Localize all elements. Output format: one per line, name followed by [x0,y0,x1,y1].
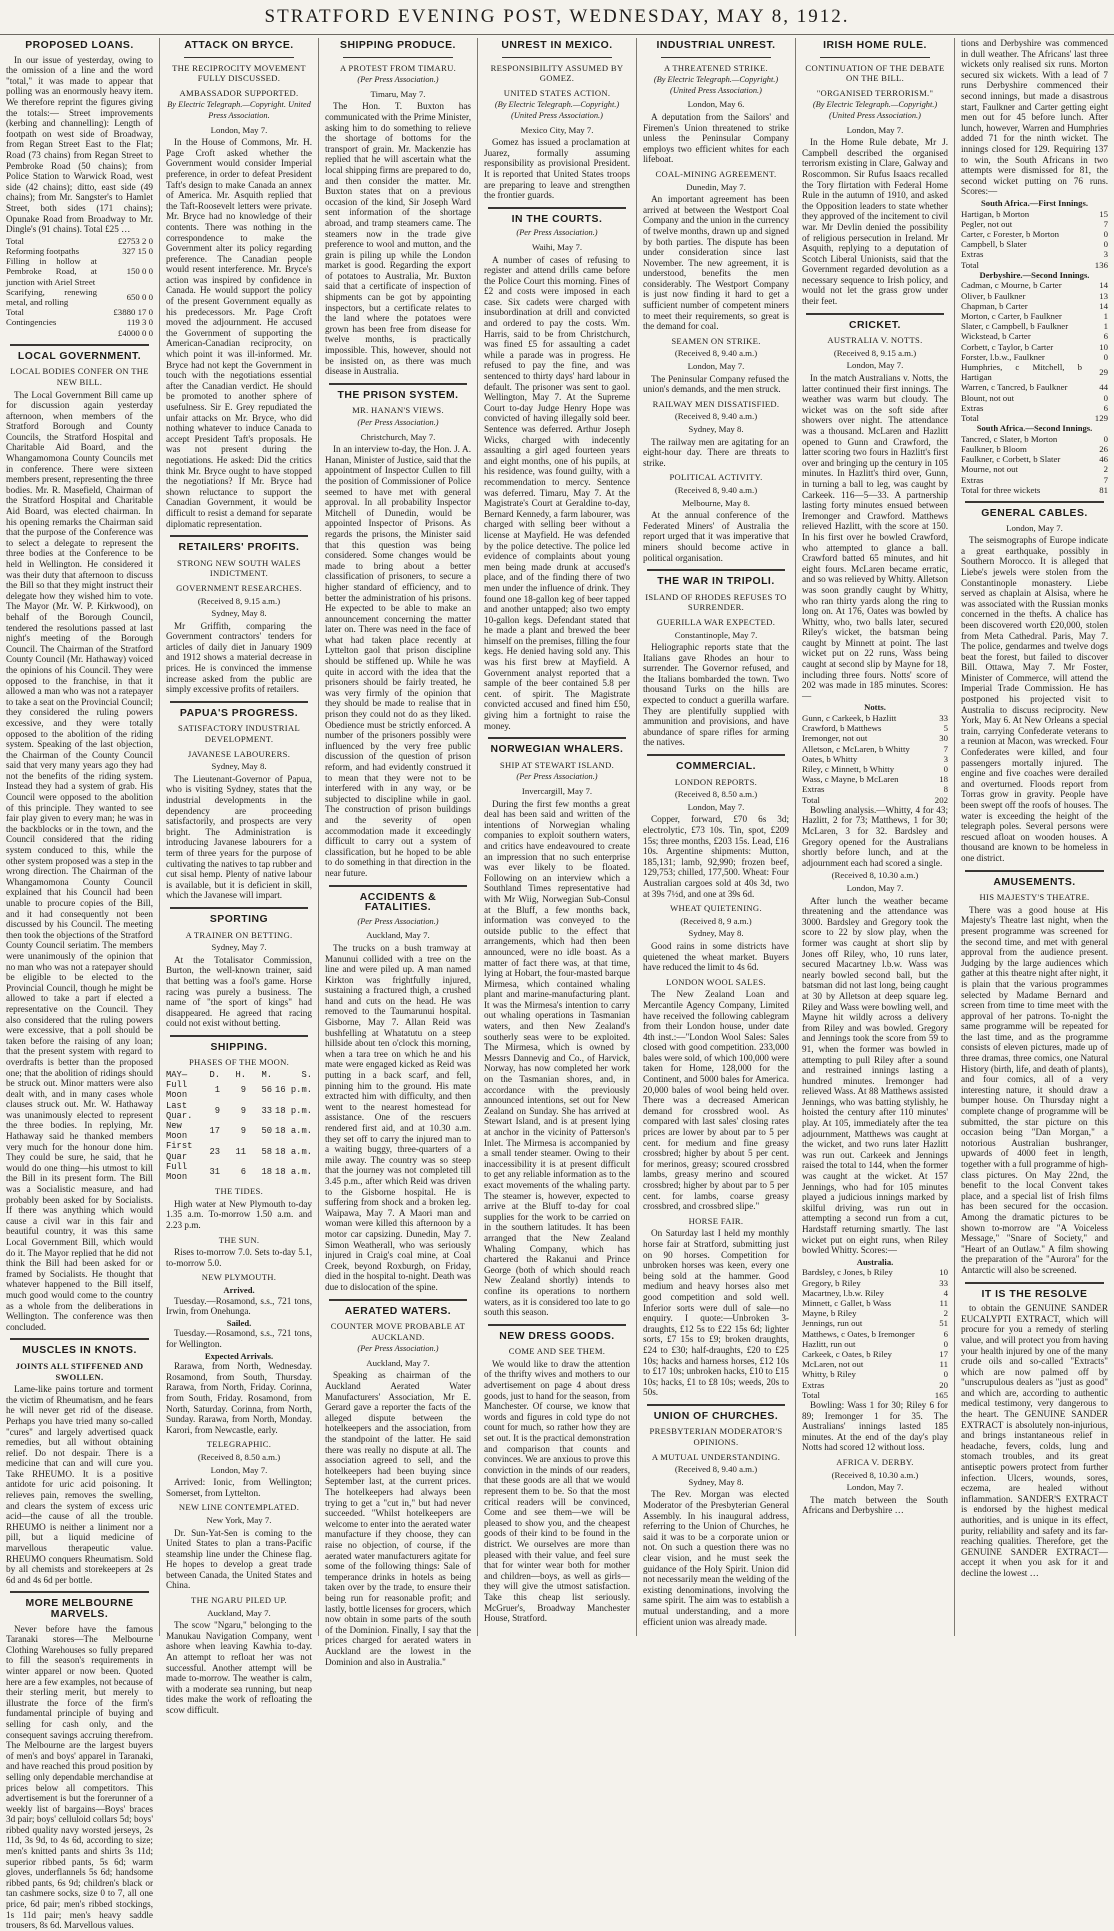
table-row: Total 165 [802,1389,948,1400]
table-row: Slater, c Campbell, b Faulkner 1 [961,321,1108,332]
article-text: In the Home Rule debate, Mr J. Campbell described the organised terrorism existing in Clare, Galway and Roscommon. Sir Rufus Isaacs recalled the Tory flirtation with Federal Home Rule in the autumn of 1910, and asked the Opposition leaders to state whether they approved of the incitement to civil war. Mr Devlin denied the possibility of religious persecution in Ireland. Mr Asquith, replying to a deputation of Scotch Liberal Unionists, said that the Government regarded devolution as a necessary sequence to Irish policy, and would not let the grass grow under their feet. [802,137,948,307]
article-text: Speaking as chairman of the Auckland Aerated Water Manufacturers' Association, Mr E. Gerard gave a reporter the facts of the alleged dispute between the hotelkeepers and the association, from the standpoint of the latter. He said there was really no dispute at all. The association agreed to sell, and the hotelkeepers had been buying since September last, at the current prices. The hotelkeepers had always been trying to get a "cut in," but had never succeeded. "Whilst hotelkeepers are welcome to enter into the aerated water manufacture if they choose, they can raise no objection, of course, if the aerated water manufacturers agitate for some of the following things: Sale of temperance drinks in hotels as being taken over by the trade, to ensure their being run for reasonable profit; and lastly, bottle licenses for grocers, which now obtain in some parts of the south of the Dominion. Finally, I say that the prices charged for aerated waters in Auckland are the lowest in the Dominion and also in Australia." [325,1370,471,1667]
article-text: The Lieutenant-Governor of Papua, who is visiting Sydney, states that the industrial developments in the dependency are proceeding satisfactorily, and prospects are very bright. The Administration is introducing Javanese labourers for a term of three years for the purpose of cultivating the natives to tap rubber and cut sisal hemp. Plenty of native labour is available, but it is deficient in skill, which the Javanese will impart. [166,773,312,901]
subheading: COUNTER MOVE PROBABLE AT AUCKLAND. [330,1321,466,1342]
dateline: London, May 6. [687,99,745,110]
table-row: Carkeek, c Oates, b Riley 17 [802,1349,948,1360]
article-text: The trucks on a bush tramway at Manunui collided with a tree on the line and were piled up. A man named Kirkton was frightfully injured, sustaining a fractured thigh, a crushed hand and cuts on the head. He was removed to the Taumarunui hospital. Gisborne, May 7. Allan Reid was bushfelling at Whatatutu on a steep hillside about ten o'clock this morning, when a tara tree on which he and his mate were engaged kicked as Reid was putting in a back scarf, and fell, pinning him to the ground. His mate extracted him with difficulty, and then went to the nearest homestead for assistance. One of the rescuers rendered first aid, and at 10.30 a.m. they set off to carry the injured man to a waiting buggy, three-quarters of a mile away. The country was so steep that the journey was not completed till 3.45 p.m., after which Reid was driven to the Gisborne hospital. He is suffering from shock and a broken leg. Waipawa, May 7. A Maori man and woman were killed this afternoon by a motor car capsizing. Dunedin, May 7. Simon Weatherall, who was seriously injured in Craig's coal mine, at Coal Creek, beyond Roxburgh, on Friday, died in the hospital to-night. Death was due to dislocation of the spine. [325,942,471,1292]
section-rule [647,1404,785,1406]
section-rule [10,1338,149,1340]
table-row: Extras 3 [961,249,1108,260]
headline: IN THE COURTS. [511,213,603,225]
south-africa-second-innings [961,434,1108,495]
dateline: London, May 7. [1006,522,1063,533]
article-text: In the match Australians v. Notts, the latter continued their first innings. The weather was warm but cloudy. The wicket was on the soft side after showers over night. The attendance was a thousand. McLaren and Hazlitt opened to Gunn and Crawford, the latter scoring two fours in Hazlitt's first over and bringing up the century in 105 minutes. In Hazlitt's third over, Gunn, in turning a ball to leg, was caught by Carkeek. 116—5—33. A partnership lasting forty minutes ensued between Iremonger and Crawford. Matthews relieved Hazlitt, with the score at 150. In his first over he bowled Crawford, who attempted to glance a ball. Crawford batted 65 minutes, and hit eight fours. McLaren became erratic, and so was relieved by Whitty. Alletson was soon grandly caught by Whitty, who ran thirty yards along the ring to long on. At 176, Oates was bowled by Whitty, who, two balls later, secured Riley's wicket, the batsman being caught by Minnett at point. The last wicket put on 22 runs, Wass being caught at second slip by Mayne for 18, including three fours. Notts' score of 202 was made in 185 minutes. Scores:— [802,373,948,701]
dateline: Auckland, May 7. [366,930,430,941]
headline: NEW DRESS GOODS. [499,1330,615,1342]
dateline: Sydney, May 8. [688,1476,744,1487]
headline: THE PRISON SYSTEM. [337,389,459,401]
article-text: The seismographs of Europe indicate a great earthquake, possibly in Southern Morocco. It is alleged that Liebe's jewels were stolen from the Constantinople monastery. Liebe served as chaplain at Alsisa, where he was associated with the Russian monks concerned in the thefts. A chalice has been discovered worth £20,000, stolen from Meta Cathedral. Paris, May 7. The police, gendarmes and twelve dogs beat the forest, but failed to discover Bill. Ottawa, May 7. Mr Foster, Minister of Commerce, will attend the Imperial Trade Commission. He has postponed his projected visit to Australia to discuss reciprocity. New York, May 6. At New Orleans a special train, carrying Confederate veterans to a reunion at Macon, was wrecked. Four Confederates were killed, and four passengers mortally injured. The engine and five coaches were derailed and overturned. Floods report from Torras grow in gravity. People have been swept off the roofs of houses. The water is exceeding the height of the telegraph poles. Several persons were rescued afloat on wooden houses. A thousand are known to be homeless in one district. [961,535,1108,863]
advertisement-text: to obtain the GENUINE SANDER EUCALYPTI EXTRACT, which will procure for you a remedy of sterling value, and will protect you from having your health injured by one of the many crude oils and so-called "Extracts" which are now palmed off by "unscrupulous dealers as "just as good" and which are, according to authentic medical testimony, very dangerous to the heart. The GENUINE SANDER EXTRACT is absolutely non-injurious, and brings instantaneous relief in headache, fevers, colds, lung and stomach troubles, and its great antiseptic powers protect from further infection. Ulcers, wounds, sores, eczema, are healed without inflammation. SANDER'S EXTRACT is endorsed by the highest medical authorities, and is unique in its effect, purity, reliability and safety and its far-reaching qualities. Therefore, get the GENUINE SANDER EXTRACT—accept it when you ask for it and decline the lowest … [961,1303,1108,1578]
subheading: PHASES OF THE MOON. [188,1057,290,1068]
advertisement-text: We would like to draw the attention of the thrifty wives and mothers to our advertisement on page 4 about dress goods, just to hand for the season, from Manchester. Of course, we know that words and figures in cold type do not count for much, so rather how they are set out. It is the practical demonstration and comparison that counts and convinces. We are anxious to prove this conviction in the minds of our readers, that these goods are all that we would represent them to be. So that the most critical readers will be convinced, Come and see them—we will be pleased to show you, and the cheapest goods of their kind to be found in the district. We ourselves are more than pleased with their value, and feel sure that for winter wear both for mother and children—boys, as well as girls—they will give the utmost satisfaction. Take this cheap list seriously. McGruer's, Broadway Manchester House, Stratford. [484,1358,630,1624]
table-row: Cadman, c Mourne, b Carter 14 [961,280,1108,291]
subheading: THE RECIPROCITY MOVEMENT FULLY DISCUSSED. [172,62,306,84]
subheading: LONDON WOOL SALES. [666,976,766,987]
table-row: Faulkner, c Corbett, b Slater 46 [961,454,1108,465]
article-text: Rarawa, from North, Wednesday. Rosamond, from South, Thursday. Rarawa, from North, Friday. Corinna, from South, Friday. Rosamond, from North, Saturday. Corinna, from North, Sunday. Rarawa, from North, Monday. Karori, from Newcastle, early. [166,1361,312,1435]
australia-scorecard [802,1267,948,1400]
article-text: Gomez has issued a proclamation at Juarez, formally assuming responsibility as provisional President. It is reported that United States troops are preparing to leave and strengthen the frontier guards. [484,137,630,201]
dateline: Sydney, May 8. [211,761,267,772]
section-rule [170,907,308,909]
headline: COMMERCIAL. [676,761,756,773]
article-text: During the first few months a great deal has been said and written of the intentions of Norwegian whaling companies to exploit southern waters, and critics have endeavoured to create an impression that no such enterprise was ever likely to be floated. Following on an interview which a Southland Times representative had with Mr Wiig, Norwegian Sub-Consul at the Bluff, a few months back, information was conveyed to the outside public to the effect that arrangements, which had then been announced, were no idle boast. As a matter of fact there was, at that time, lying at Hobart, the four-masted barque Mirmesa, which contained whaling plant and marine-manufacturing plant. It was the Mirmesa's intention to carry out whaling operations in Tasmanian waters, and then New Zealand's southerly seas were to be exploited. The Mirmesa, which is owned by Messrs Dannevig and Co., of Harvick, Norway, has now completed her work on the Tasmanian shores, and, in accordance with the previously announced intentions, set out for New Zealand on Sunday. She has arrived at Stewart Island, and is at present lying at anchor in the vicinity of Patterson's Inlet. The Mirmesa is accompanied by a small tender steamer. Owing to their inaccessibility it is at present difficult to get any reliable information as to the exact movements of the whaling party. The steamer is, however, expected to arrive at the Bluff to-day for coal supplies for the work to be carried on in the southern latitudes. It has been arranged that the New Zealand Whaling Company, which has chartered the Rakanui and Prince George (both of which should reach New Zealand shortly) intends to confine its operations to northern waters, as it is considered too late to go south this season. [484,798,630,1318]
source-line: (By Electric Telegraph.—Copyright.) (United Press Association.) [494,100,620,120]
dateline: London, May 7. [846,360,904,371]
advertisement-text: Never before have the famous Taranaki stores—The Melbourne Clothing Warehouses so fully prepared to fill the season's requirements in winter apparel or now been. Quoted here are a few examples, not because of their sterling merit, but merely to illustrate the force of the firm's fundamental principle of buying and selling for cash only, and the consequent savings accruing therefrom. The Melbourne are the largest buyers of men's and boys' apparel in Taranaki, and have reached this proud position by selling only dependable merchandise at prices below all competitors. This advertisement is but the forerunner of a weekly list of bargains—Boys' braces 3d pair; boys' celluloid collars 5d; boys' ribbed quality navy worsted jerseys, 2s 11d, 3s 9d, to 4s 6d, according to size; men's knitted pants and shirts 3s 11d; superior ribbed pants, 5s 6d; warm gloves, underflannels 5s 6d; handsome ribbed pants, 6s 9d; children's black or tan cashmere socks, size 0 to 7, all one price, 6d pair; men's ribbed stockings, 1s 11d pair; men's heavy saddle trousers, 8s 6d. Marvellous values. [6,1623,153,1931]
table-row: Reforming footpaths 327 15 0 [6,245,153,256]
table-row: Tancred, c Slater, b Morton 0 [961,433,1108,444]
section-rule [647,754,785,756]
dateline: London, May 7. [687,801,745,812]
headline: SHIPPING PRODUCE. [340,40,456,51]
article-text: An important agreement has been arrived at between the Westport Coal Company and the union in the currency of twelve months, drawn up and signed by both parties. The dispute has been under consideration since last November. The new agreement, it is understood, benefits the men considerably. The Westport Company is just now finding it hard to get a sufficient number of competent miners to meet their requirements, so great is the demand for coal. [643,194,789,332]
article-text: At the annual conference of the Federated Miners' of Australia the report urged that it was imperative that miners should become active in political organisation. [643,510,789,563]
article-text: The Hon. T. Buxton has communicated with the Prime Minister, asking him to do something to relieve the shortage of bottoms for the transport of grain. Mr. Mackenzie has replied that he will ascertain what the local shipping firms are prepared to do, and then consider the matter. Mr. Buxton states that on a previous occasion of the kind, Sir Joseph Ward sent information of the shortage abroad, and tramp steamers came. The steamers now in the trade give preference to wool and mutton, and the grain is piling up while the London market is good. Regarding the export of potatoes to Australia, Mr. Buxton said that a certificate of inspection of shipments can be got by appointing inspectors, but a certificate relates to the land where the potatoes were grown has been free from disease for twelve months, is practically impossible. This, however, should not be insisted on, as there was much disease in Australia. [325,101,471,377]
table-row: Minnett, c Gallet, b Wass 11 [802,1298,948,1308]
dateline: Sydney, May 8. [688,424,744,434]
subheading: NEW PLYMOUTH. [201,1272,277,1283]
table-row: Iremonger, not out 30 [802,733,948,744]
subheading: UNITED STATES ACTION. [503,87,611,98]
headline: MUSCLES IN KNOTS. [22,1345,137,1357]
subheading: WHEAT QUIETENING. [670,903,762,914]
received-line: (Received 8, 9 a.m.) [680,915,752,926]
dateline: Dunedin, May 7. [686,181,746,192]
table-row: Oates, b Whitty 3 [802,753,948,764]
section-rule [343,57,453,58]
table-row: Extras 6 [961,402,1108,413]
headline: IRISH HOME RULE. [823,40,927,51]
subheading: Arrived. [223,1285,255,1296]
table-row: Last Quar. 9 9 33 18 p.m. [166,1100,312,1121]
subheading: STRONG NEW SOUTH WALES INDICTMENT. [177,557,301,579]
dateline: New York, May 7. [206,1514,272,1525]
section-rule [965,501,1104,503]
dateline: Sydney, May 8. [688,928,744,939]
scorecard-title: Notts. [864,702,886,713]
derbyshire-second-innings [961,280,1108,423]
headline: ATTACK ON BRYCE. [184,40,294,51]
table-row: Hartigan, b Morton 15 [961,208,1108,219]
table-row: Blount, not out 0 [961,392,1108,403]
section-rule [170,535,308,537]
received-line: (Received 8, 9.40 a.m.) [674,484,758,495]
source-line: (Per Press Association.) [357,75,439,85]
masthead: STRATFORD EVENING POST, WEDNESDAY, MAY 8, 1912. [0,0,1114,35]
column-3 [319,38,477,1667]
article-text: A deputation from the Sailors' and Firemen's Union threatened to strike unless the Peninsular Company employs two efficient whites for each lifeboat. [643,111,789,165]
received-line: (Received 8, 9.40 a.m.) [674,1464,758,1475]
headline: LOCAL GOVERNMENT. [17,350,142,362]
article-text: In our issue of yesterday, owing to the omission of a line and the word "total," it was made to appear that polling was an enormously heavy item. We therefore reprint the figures giving the totals:— Street improvements (kerbing and channelling): Length of footpath on west side of Broadway, from Regan Street East to the Flat; Road (73 chains) from Regan Street to Pembroke Road (50 chains); from Police Station to Warwick Road, west side (42 chains); ditto, east side (49 chains); from Mr. Sangster's to Hamlet Street, both sides (171 chains); Opunake Road from Broadway to Mr. Dingle's (91 chains). Total £25 … [6,54,153,235]
article-text: In the House of Commons, Mr. H. Page Croft asked whether the Government would consider Imperial preference, in order to defeat President Taft's design to make Canada an annex of America. Mr. Asquith replied that the Taft-Roosevelt letters were private. Mr. Bryce had no knowledge of their contents. There was nothing in the correspondence to make the Government alter its policy regarding preference. The Canadian people would resent interference. Mr. Bryce's action was inspired by confidence in Canada. He would support the policy of the present Government equally as his predecessors. Mr. Page Croft moved the adjournment. He accused the Government of supporting the American-Canadian reciprocity, on which point it was ill-informed. Mr. Bryce had not kept the Government in touch with the negotiations essential after the Canadian verdict. He should be promoted to another sphere of usefulness. Sir E. Grey repudiated the unfair attacks on Mr. Bryce, who did nothing whatever to induce Canada to accept President Taft's proposals. He was not present during the negotiations. He asked: Did the critics think Mr. Bryce ought to have stopped the negotiations? If Mr. Bryce had shown reluctance to support the Canadian Government, it would be difficult to resist a demand for separate diplomatic representation. [166,137,312,529]
section-rule [329,383,467,385]
table-row: Gregory, b Riley 33 [802,1277,948,1288]
table-row: Macartney, l.b.w. Riley 4 [802,1287,948,1298]
received-line: (Received 8, 9.40 a.m.) [674,411,758,422]
section-rule [965,870,1104,872]
source-line: By Electric Telegraph.—Copyright. United Press Association. [167,100,311,120]
article-text: The match between the South Africans and Derbyshire … [802,1494,948,1516]
table-row: Hazlitt, run out 0 [802,1338,948,1349]
table-row: Humphries, c Mitchell, b Hartigan 29 [961,361,1108,383]
loan-table [6,236,153,338]
section-rule [806,313,944,315]
subheading: MR. HANAN'S VIEWS. [352,405,444,416]
table-row: First Quar 23 11 58 18 a.m. [166,1141,312,1162]
article-text: Bowling analysis.—Whitty, 4 for 43; Hazlitt, 2 for 73; Matthews, 1 for 30; McLaren, 3 for 32. Bardsley and Gregory opened for the Australians shortly before lunch, and at the adjournment each had scored a single. [802,804,948,868]
subheading: A MUTUAL UNDERSTANDING. [651,1451,781,1462]
table-row: Forster, l.b.w., Faulkner 0 [961,351,1108,362]
headline: SHIPPING. [210,1041,268,1053]
subheading: COME AND SEE THEM. [508,1346,606,1357]
subheading: GOVERNMENT RESEARCHES. [176,582,302,593]
dateline: Auckland, May 7. [207,1607,271,1618]
section-rule [502,57,612,58]
source-line: (Per Press Association.) [357,916,439,926]
article-text: The Rev. Morgan was elected Moderator of the Presbyterian General Assembly. In his inaugural address, referring to the Union of Churches, he said it was to be a corporate union or not. On such a question there was no clear vision, and he must seek the guidance of the Holy Spirit. Union did not necessarily mean the welding of the existing denominations, involving the same spirit. The aim was to establish a mutual understanding, and a more efficient union was already made. [643,1489,789,1627]
subheading: CONTINUATION OF THE DEBATE ON THE BILL. [805,62,945,84]
article-text: At the Totalisator Commission, Burton, the well-known trainer, said that betting was a fool's game. Horse racing was purely a business. The name of "the sport of kings" had disappeared. He agreed that racing could not exist without betting. [166,954,312,1029]
dateline: Invercargill, May 7. [521,786,593,796]
article-text: Bowling: Wass 1 for 30; Riley 6 for 89; Iremonger 1 for 35. The Australians' innings lasted 185 minutes. At the end of the day's play Notts had scored 12 without loss. [802,1400,948,1453]
table-row: Full Moon 31 6 18 18 a.m. [166,1161,312,1183]
dateline: Sydney, May 8. [211,608,267,619]
column-2 [160,38,318,1716]
table-row: Total 136 [961,259,1108,270]
dateline: Sydney, May 7. [211,942,267,953]
article-text: The Local Government Bill came up for discussion again yesterday afternoon, when members of the Stratford Borough and County Councils, the Stratford Hospital and Charitable Aid Board, and the Whangamomona County Councils met in conference. There were sixteen members present, representing the three bodies. Mr. R. Masefield, Chairman of the Stratford Hospital and Charitable Aid Board, was elected chairman. In his opening remarks the Chairman said that the purpose of the Conference was to select a delegate to represent the three bodies at the Conference to be held in Wellington. He considered it was their duty that afternoon to discuss the Bill so that they might instruct their delegate how they wished him to vote. The Mayor (Mr. W. P. Kirkwood), on behalf of the Borough Council, tendered the resolutions passed at last night's meeting of the Borough Council. The Chairman of the Stratford County Council (Mr. Hathaway) voiced the opinions of his Council. They were opposed to the franchise, in that it allowed a man who was not a ratepayer to take a seat on the Provincial Council; they considered the ruling powers excessive, and they were totally opposed to the abolition of the riding system. Speaking of the last objection, the Chairman of the County Council said that very many years ago they had not the benefits of the riding system. Instead they had a system of grab. His Council were opposed to the abolition of this principle. They wanted to see fair play given to every man; he was in the backblocks or in the town, and the Council considered that the riding system conduced to this, while the other system proposed was a step in the wrong direction. The Chairman of the Whangamomona County Council explained that his Council had been unable to procure copies of the Bill, and it had consequently not been discussed by his Council. The meeting then took the objections of the Stratford County Council seriatim. The members were unanimously of the opinion that no man who was not a ratepayer should be eligible to be elected to the Provincial Council, though he might be allowed to take a part if elected a representative on the Council. They also considered that the ruling powers were excessive, that a poll should be taken before the raising of any loan; that the present system with regard to overdrafts is better than the proposed one; that the abolition of ridings should be struck out. Minor matters were also dealt with, and in many cases whole clauses struck out. Mr. W. Hathaway was unanimously elected to represent the three bodies. In replying, Mr. Hathaway said he thanked members very much for the honour done him. They could be sure, he said, that he would do one thing—his utmost to kill the Bill in its present form. The Bill was a Socialistic measure, and had probably been asked for by Socialists. If there was anything which would cause a civil war in this fair and beautiful country, it was this same Local Government Bill, which would do it. The Mayor replied that he did not think the Bill had been asked for or framed by Socialists. He thought that whatever happened to the Bill itself, much good would come to the country as a whole from the deliberations in Wellington. The conference was then concluded. [6,389,153,1332]
advertisement-text: Lame-like pains torture and torment the victim of Rheumatism, and he fears he will never get rid of the disease. Perhaps you have tried many so-called "cures" and largely advertised quack remedies, but all without obtaining relief. Do not despair. There is a medicine that can and will cure you. Take RHEUMO. It is a positive antidote for uric acid poisoning. It relieves pain, removes the swelling, and clears the system of excess uric acid—the cause of all the trouble. RHEUMO is neither a liniment nor a pill, but a liquid medicine of marvellous therapeutic value. RHEUMO conquers Rheumatism. Sold by all chemists and storekeepers at 2s 6d and 4s 6d per bottle. [6,1384,153,1585]
section-rule [10,344,149,346]
table-row: Extras 20 [802,1379,948,1390]
table-row: Pegler, not out 7 [961,218,1108,229]
headline: SPORTING [209,913,269,925]
headline: UNREST IN MEXICO. [501,40,613,51]
dateline: Christchurch, May 7. [360,431,436,442]
article-text: Good rains in some districts have quietened the wheat market. Buyers have reduced the limit to 4s 6d. [643,940,789,973]
subheading: LONDON REPORTS. [674,776,758,787]
section-rule [820,57,930,58]
received-line: (Received 8, 9.40 a.m.) [674,348,758,359]
subheading: ISLAND OF RHODES REFUSES TO SURRENDER. [645,591,787,613]
column-5 [637,38,795,1634]
headline: ACCIDENTS & FATALITIES. [359,891,437,914]
section-rule [170,701,308,703]
table-row: Oliver, b Faulkner 13 [961,290,1108,301]
dateline: London, May 7. [210,1464,268,1475]
section-rule [647,569,785,571]
table-row: Whitty, b Riley 0 [802,1369,948,1380]
subheading: AUSTRALIA V. NOTTS. [827,335,923,346]
subheading: GUERILLA WAR EXPECTED. [656,616,776,627]
received-line: (Received 8, 8.50 a.m.) [197,1451,281,1462]
received-line: (Received 8, 10.30 a.m.) [831,1469,919,1480]
article-text: Dr. Sun-Yat-Sen is coming to the United States to plan a trans-Pacific steamship line under the Chinese flag. He hopes to develop a great trade between Canada, the United States and China. [166,1527,312,1591]
table-row: Total for three wickets 81 [961,484,1108,495]
scorecard-title: South Africa.—First Innings. [981,197,1088,208]
subheading: SHIP AT STEWART ISLAND. [499,759,615,770]
subheading: TELEGRAPHIC. [206,1439,272,1450]
table-row: Bardsley, c Jones, b Riley 10 [802,1267,948,1278]
table-row: Crawford, b Matthews 5 [802,723,948,734]
column-4 [478,38,636,1634]
section-rule [488,737,626,739]
received-line: (Received 8, 10.30 a.m.) [831,870,919,881]
subheading: THE TIDES. [214,1186,264,1197]
south-africa-first-innings [961,209,1108,270]
headline: AMUSEMENTS. [993,876,1076,888]
article-text: The Peninsular Company refused the union's demands, and the men struck. [643,373,789,395]
headline: CRICKET. [849,319,901,331]
subheading: HORSE FAIR. [688,1215,744,1226]
subheading: RAILWAY MEN DISSATISFIED. [652,398,780,409]
section-rule [965,1282,1104,1284]
section-rule [329,1299,467,1301]
source-line: (Per Press Association.) [357,418,439,427]
article-text: Heliographic reports state that the Italians gave Rhodes an hour to surrender. The Governor refused, and the Italians bombarded the town. Two thousand Turks on the hills are expected to conduct a guerilla warfare. They are plentifully supplied with ammunition and provisions, and have abundance of spare rifles for arming the natives. [643,642,789,748]
subheading: THE NGARU PILED UP. [191,1595,287,1606]
table-row: Alletson, c McLaren, b Whitty 7 [802,743,948,754]
section-rule [184,57,294,58]
headline: AERATED WATERS. [344,1305,452,1317]
table-row: Riley, c Minnett, b Whitty 0 [802,764,948,775]
table-row: Warren, c Tancred, b Faulkner 44 [961,382,1108,393]
table-row: Contingencies 119 3 0 [6,317,153,328]
subheading: A TRAINER ON BETTING. [185,929,293,940]
table-row: Extras 8 [802,784,948,795]
dateline: Waihi, May 7. [531,241,583,252]
subheading: JOINTS ALL STIFFENED AND SWOLLEN. [15,1360,144,1382]
table-row: Matthews, c Oates, b Iremonger 6 [802,1328,948,1339]
section-rule [488,207,626,209]
headline: UNION OF CHURCHES. [653,1410,779,1422]
scorecard-title: Australia. [856,1256,894,1267]
table-row: Full Moon 1 9 56 16 p.m. [166,1080,312,1101]
subheading: SEAMEN ON STRIKE. [671,335,761,346]
subheading: RESPONSIBILITY ASSUMED BY GOMEZ. [490,62,624,84]
subheading: PRESBYTERIAN MODERATOR'S OPINIONS. [649,1426,783,1448]
table-row: Morton, c Carter, b Faulkner 1 [961,310,1108,321]
subheading: POLITICAL ACTIVITY. [669,472,763,483]
subheading: THE SUN. [218,1234,260,1245]
headline: IT IS THE RESOLVE [981,1288,1088,1300]
dateline: London, May 7. [846,1482,904,1493]
table-row: Wickstead, b Carter 6 [961,331,1108,342]
article-text: Tuesday.—Rosamond, s.s., 721 tons, for Wellington. [166,1328,312,1350]
section-rule [488,1324,626,1326]
dateline: Auckland, May 7. [366,1357,430,1368]
subheading: HIS MAJESTY'S THEATRE. [979,892,1090,903]
source-line: (Per Press Association.) [357,1344,439,1354]
article-text: The New Zealand Loan and Mercantile Agency Company, Limited have received the following cablegram from their London house, under date 4th inst.:—"London Wool Sales: Sales closed with good competition. 233,000 bales were sold, of which 100,000 were taken for Home, 128,000 for the Continent, and 5000 bales for America. 20,000 bales of wool being held over. There was a decreased American demand for crossbred wool. As compared with last sales' closing rates prices are lower by about par to 5 per cent. for medium and fine greasy crossbred; higher by about 5 per cent. for merinos, greasy; scoured crossbred lambs, greasy merino and scoured crossbred; higher by about par to 5 per cent. for lambs, coarse greasy crossbred, and crossbred slipe." [643,989,789,1212]
table-header-row: MAY— D. H. M. S. [166,1070,312,1081]
subheading: JAVANESE LABOURERS. [187,748,291,759]
article-text: Arrived: Ionic, from Wellington; Somerset, from Lyttelton. [166,1477,312,1498]
article-text: High water at New Plymouth to-day 1.35 a.m. To-morrow 1.50 a.m. and 2.23 p.m. [166,1198,312,1231]
column-1 [0,38,159,1931]
subheading: A PROTEST FROM TIMARU. [339,62,457,73]
subheading: COAL-MINING AGREEMENT. [655,168,777,179]
article-text: In an interview to-day, the Hon. J. A. Hanan, Minister of Justice, said that the appointment of Inspector Cullen to fill the position of Commissioner of Police seemed to have met with general approval. In all probability Inspector Mitchell of Dunedin, would be appointed Inspector of Prisons. As regards the prisons, the Minister said that this question was being considered. Some changes would be made to bring about a better classification of prisoners, to secure a higher standard of efficiency, and to better the administration of his prisons. He expected to be able to make an announcement concerning the matter later on. There was need in the face of what had taken place recently at Lyttelton gaol that prison discipline should be stiffened up. While he was quite in accord with the idea that the prisoners should be fairly treated, he was very firmly of the opinion that they should be made to realise that in prison they could not do as they liked. Obedience must be strictly enforced. A number of the prisoners possibly were influenced by the very free public discussion of the question of prison reform, and had evidently construed it to mean that they were not to be interfered with in any way, or be subjected to discipline while in gaol. The construction of prison buildings and the severity of open accommodation made it exceedingly difficult to carry out a system of classification, but he hoped to be able to do something in that direction in the near future. [325,444,471,878]
headline: PROPOSED LOANS. [25,40,134,51]
received-line: (Received 8, 9.15 a.m.) [197,595,281,606]
dateline: Timaru, May 7. [370,88,426,99]
dateline: Mexico City, May 7. [520,124,594,135]
dateline: Melbourne, May 8. [682,497,750,508]
column-6 [796,38,954,1634]
article-text: Mr Griffith, comparing the Government contractors' tenders for articles of daily diet in January 1909 and 1912 shows a material decrease in prices. He is convinced the immense increase asked from the public are simply excessive profits of retailers. [166,620,312,695]
subheading: A THREATENED STRIKE. [664,62,768,73]
headline: NORWEGIAN WHALERS. [490,744,624,756]
subheading: NEW LINE CONTEMPLATED. [178,1502,300,1513]
table-row: Gunn, c Carkeek, b Hazlitt 33 [802,713,948,724]
column-7 [955,38,1114,1634]
table-row: Corbett, c Taylor, b Carter 10 [961,341,1108,352]
headline: INDUSTRIAL UNREST. [656,40,776,51]
source-line: (By Electric Telegraph.—Copyright.) (United Press Association.) [653,75,779,95]
subheading: "ORGANISED TERRORISM." [816,87,934,98]
table-row: New Moon 17 9 50 18 a.m. [166,1121,312,1142]
table-row: Filling in hollow at Pembroke Road, at junction with Ariel Street 150 0 0 [6,256,153,287]
article-text: Copper, forward, £70 6s 3d; electrolytic, £73 10s. Tin, spot, £209 15s; three months, £203 15s. Lead, £16 10s. Argentine shipments: Mutton, 185,131; lamb, 92,990; frozen beef, 129,753; chilled, 177,500. Wheat: Four Australian cargoes sold at 40s 3d, two at 39s 7½d, and one at 39s 6d. [643,814,789,899]
headline: THE WAR IN TRIPOLI. [657,576,775,588]
section-rule [170,1035,308,1037]
table-row: £4000 0 0 [117,327,153,338]
table-row: Mourne, not out 2 [961,464,1108,475]
subheading: Sailed. [226,1317,252,1328]
table-row: Chapman, b Carter 14 [961,300,1108,311]
headline: MORE MELBOURNE MARVELS. [25,1598,134,1620]
table-row: Jennings, run out 51 [802,1318,948,1329]
source-line: (Per Press Association.) [516,228,598,238]
headline: PAPUA'S PROGRESS. [179,707,299,719]
section-rule [329,885,467,887]
table-row: Scarifying, renewing metal, and rolling 650 0 0 [6,286,153,307]
subheading: LOCAL BODIES CONFER ON THE NEW BILL. [10,366,149,387]
subheading: AMBASSADOR SUPPORTED. [179,87,299,98]
article-text: The railway men are agitating for an eight-hour day. There are threats to strike. [643,436,789,468]
table-row: Wass, c Mayne, b McLaren 18 [802,774,948,785]
table-row: McLaren, not out 11 [802,1359,948,1370]
article-text: A number of cases of refusing to register and attend drills came before the Police Court this morning. Fines of £2 and costs were imposed in each case. Six cadets were charged with insubordination at drill and convicted and ordered to pay the costs. Wm. Harris, said to be from Christchurch, was fined £5 for assaulting a cadet while a parade was in progress. He refused to pay the fine, and was sentenced to thirty days' hard labour in default. The prisoner was sent to gaol. Wellington, May 7. At the Supreme Court to-day Judge Henry Hope was convicted of having illegally sold beer. Sentence was deferred. Arthur Joseph Wicks, charged with indecently assaulting a girl aged fourteen years and eight months, one of his pupils, at his residence, was found guilty, with a recommendation to mercy. Sentence was deferred. Timaru, May 7. At the Magistrate's Court at Geraldine to-day, Bernard Kennedy, a farm labourer, was charged with selling beer without a license at Mayfield. He was defended by the police detective. The police led evidence of complaints about young men being made drunk at accused's place, and of the finding there of two men under the influence of drink. They found one 18-gallon keg of beer tapped and another untapped; also two empty 10-gallon kegs. Defendant stated that he made a plant and brewed the beer himself on the premises, filling the four kegs. He denied having sold any. This was his first brew at Mayfield. A Government analyst reported that a sample of the beer contained 5.8 per cent. of spirit. The Magistrate convicted accused and fined him £50, giving him a fortnight to raise the money. [484,254,630,731]
source-line: (By Electric Telegraph.—Copyright.) (United Press Association.) [812,100,938,120]
received-line: (Received 8, 9.15 a.m.) [833,347,917,358]
table-row: Total £2753 2 0 [6,235,153,246]
dateline: London, May 7. [846,883,904,894]
table-row: Campbell, b Slater 0 [961,239,1108,250]
scorecard-title: South Africa.—Second Innings. [976,423,1093,434]
article-text: Tuesday.—Rosamond, s.s., 721 tons, Irwin, from Onehunga. [166,1295,312,1317]
subheading: Expected Arrivals. [204,1350,274,1361]
table-row: Total 129 [961,412,1108,423]
article-text: Rises to-morrow 7.0. Sets to-day 5.1, to-morrow 5.0. [166,1247,312,1268]
table-row: Extras 7 [961,474,1108,485]
table-row: Total £3880 17 0 [6,307,153,318]
subheading: AFRICA V. DERBY. [836,1457,914,1467]
section-rule [661,57,771,58]
article-text: On Saturday last I held my monthly horse fair at Stratford, submitting just on 90 horses. Competition for unbroken horses was keen, every one being sold at the hammer. Good medium and heavy horses also met good competition and sold well. Inferior sorts were dull of sale—no enquiry. I quote:—Unbroken 3-draughts, £12 5s to £22 15s 6d; lighter sorts, £7 15s to £9; broken draughts, £24 to £30; half-draughts, £20 to £25 10s; hacks and harness horses, £12 10s to £17 10s; unbroken hacks, £10 to £15 10s; hacks, £1 to £8 10s; weeds, 20s to 50s. [643,1228,789,1398]
notts-scorecard [802,713,948,805]
section-rule [10,1591,149,1593]
table-row: Total 202 [802,794,948,805]
moon-phases-table [166,1070,312,1182]
dateline: London, May 7. [687,361,745,372]
dateline: Constantinople, May 7. [674,629,758,640]
dateline: London, May 7. [210,124,268,135]
subheading: SATISFACTORY INDUSTRIAL DEVELOPMENT. [177,723,301,745]
headline: GENERAL CABLES. [981,507,1088,519]
dateline: London, May 7. [846,124,904,135]
table-row: Faulkner, b Bloom 26 [961,443,1108,454]
article-text: After lunch the weather became threatening and the attendance was 3000. Bardsley and Gregory took the score to 22 by slow play, when the former was caught at short slip by Jones off Riley, who, 10 runs later, secured Macartney l.b.w. Wass was nearly bowled second ball, but the batsman did not last long, being caught at 30 by Alletson at deep square leg. Riley and Wass were bowling well, and Mayne hit wildly across a delivery from Riley and was bowled. Gregory and Jennings took the score from 59 to 91, when the former was bowled in attempting to pull Riley after a sound and restrained innings lasting a hundred minutes. Iremonger had relieved Wass. At 88 Matthews assisted Jennings, who was batting stylishly, he hoisted the century after 110 minutes' play. At 105, immediately after the tea adjournment, Matthews was caught at the wicket, and two runs later Hazlitt was run out. Carkeek and Jennings raised the total to 144, when the former was caught at the wicket. At 157 Jennings, who had for 105 minutes played a judicious innings marked by skilful driving, was run out in attempting a second run from a cut, Hardstaff returning smartly. The last wicket put on eight runs, when Riley bowled Whitty. Scores:— [802,895,948,1256]
table-row: Mayne, b Riley 2 [802,1308,948,1319]
table-row: Carter, c Forester, b Morton 0 [961,228,1108,239]
article-text: There was a good house at His Majesty's Theatre last night, when the present programme was screened for the second time, and met with general approval from the audience present. Judging by the large audiences which gather at this theatre night after night, it is plain that the various programmes selected by Madame Bernard and screen from time to time meet with the approval of her patrons. To-night the same programme will be repeated for the last time, and as the programme consists of eleven pictures, made up of three dramas, three comics, one Natural History (birth, life, and death of plants), and four comics, all of a very interesting nature, it should draw a bumper house. On Thursday night a complete change of programme will be submitted, the star picture on this occasion being "Dan Morgan," a notorious Australian bushranger, upwards of 4000 feet in length, together with a full programme of high-class pictures. On May 22nd, the benefit to the local Convent takes place, and a special list of Irish films has been secured for the occasion. Among the dramatic pictures to be shown to-morrow are "A Voiceless Message," "Snare of Society," and "Heart of an Outlaw." A film showing the preparation of the "Aurora" for the Antarctic will also be screened. [961,904,1108,1275]
received-line: (Received 8, 8.50 a.m.) [674,789,758,800]
article-text: The scow "Ngaru," belonging to the Manukau Navigation Company, went ashore when leaving Kawhia to-day. An attempt to refloat her was not successful. Another attempt will be made to-morrow. The weather is calm, with a moderate sea running, but neap tides make the work of refloating the scow difficult. [166,1620,312,1716]
source-line: (Per Press Association.) [516,772,598,782]
headline: RETAILERS' PROFITS. [178,542,300,554]
scorecard-title: Derbyshire.—Second Innings. [979,269,1090,280]
article-text: tions and Derbyshire was commenced in dull weather. The Africans' last three wickets only realised six runs. Morton secured six wickets. With a lead of 7 runs Derbyshire commenced their second innings, but made a disastrous start, Faulkner and Carter getting eight men out for 45 before lunch. After lunch, however, Warren and Humphries added 71 for the ninth wicket. The innings closed for 129. Requiring 137 to win, the South Africans in two attempts were dismissed for 81, the second wicket putting on 76 runs. Scores:— [961,38,1108,197]
